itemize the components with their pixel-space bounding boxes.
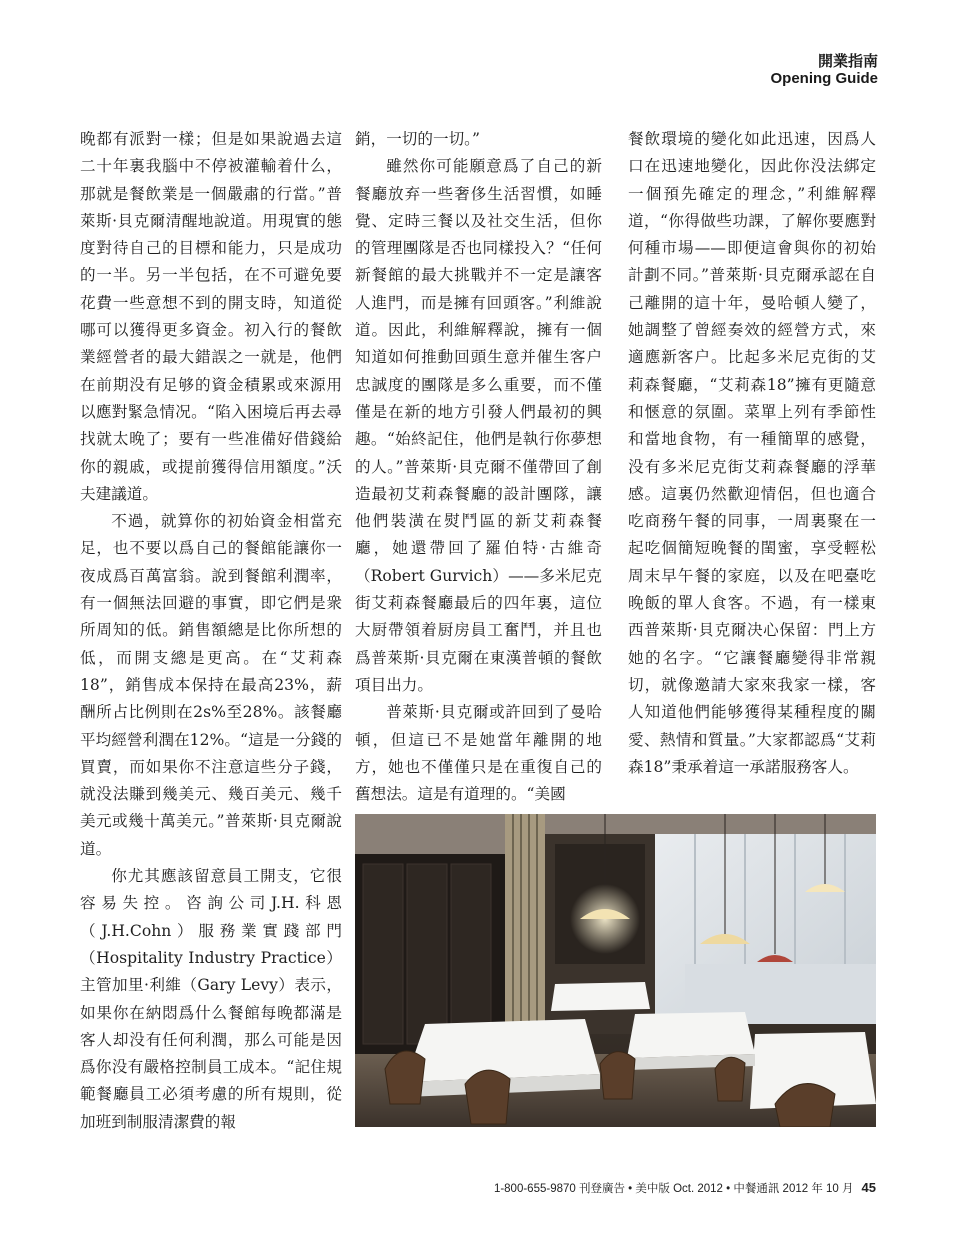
page-footer (440, 1180, 876, 1196)
page-number: 45 (861, 1180, 876, 1195)
paragraph: 雖然你可能願意爲了自己的新餐廳放弃一些奢侈生活習慣，如睡覺、定時三餐以及社交生活，但你的管理團隊是否也同樣投入？“任何新餐館的最大挑戰并不一定是讓客人進門，而是擁有回頭客。”利維說道。因此，利維解釋說，擁有一個知道如何推動回頭生意并催生客户忠誠度的團隊是多么重要，而不僅僅是在新的地方引發人們最初的興趣。“始終記住，他們是執行你夢想的人。”普萊斯·貝克爾不僅帶回了創造最初艾莉森餐廳的設計團隊，讓他們裝潢在熨鬥區的新艾莉森餐廳，她還帶回了羅伯特·古維奇（Robert Gurvich）——多米尼克街艾莉森餐廳最后的四年裏，這位大厨帶領着厨房員工奮鬥，并且也爲普萊斯·貝克爾在東漢普頓的餐飲項目出力。 (355, 157, 602, 694)
paragraph: 普萊斯·貝克爾或許回到了曼哈頓，但這已不是她當年離開的地方，她也不僅僅只是在重復自己的舊想法。這是有道理的。“美國 (355, 703, 602, 804)
article-column-1 (80, 126, 342, 1160)
paragraph: 晚都有派對一樣；但是如果說過去這二十年裏我腦中不停被灌輸着什么，那就是餐飲業是一個嚴肅的行當。”普萊斯·貝克爾清醒地說道。用現實的態度對待自己的目標和能力，只是成功的一半。另一半包括，在不可避免要花費一些意想不到的開支時，知道從哪可以獲得更多資金。初入行的餐飲業經營者的最大錯誤之一就是，他們在前期没有足够的資金積累或來源用以應對緊急情况。“陷入困境后再去尋找就太晚了；要有一些准備好借錢給你的親戚，或提前獲得信用額度。”沃夫建議道。 (80, 130, 342, 503)
paragraph: 不過，就算你的初始資金相當充足，也不要以爲自己的餐館能讓你一夜成爲百萬富翁。說到餐館利潤率，有一個無法回避的事實，即它們是衆所周知的低。銷售額總是比你所想的低，而開支總是更高。在“艾莉森18”，銷售成本保持在最高23%，薪酬所占比例則在2s%至28%。該餐廳平均經營利潤在12%。“這是一分錢的買賣，而如果你不注意這些分子錢，就没法賺到幾美元、幾百美元、幾千美元或幾十萬美元。”普萊斯·貝克爾說道。 (80, 512, 342, 858)
footer-text: 1-800-655-9870 刊登廣告 • 美中版 Oct. 2012 • 中餐通訊 2012 年 10 月 (493, 1183, 854, 1195)
paragraph: 你尤其應該留意員工開支，它很容易失控。咨詢公司J.H.科恩（J.H.Cohn）服務業實踐部門（Hospitality Industry Practice）主管加里·利維（Gary Levy）表示，如果你在納悶爲什么餐館每晚都滿是客人却没有任何利潤，那么可能是因爲你没有嚴格控制員工成本。“記住規範餐廳員工必須考慮的所有規則，從加班到制服清潔費的報 (80, 867, 342, 1131)
article-column-2 (355, 126, 602, 808)
restaurant-photo (355, 814, 876, 1127)
paragraph: 銷，一切的一切。” (355, 130, 480, 148)
section-title-en: Opening Guide (770, 70, 878, 87)
section-title-zh: 開業指南 (817, 52, 878, 70)
paragraph: 餐飲環境的變化如此迅速，因爲人口在迅速地變化，因此你没法綁定一個預先確定的理念，”利維解釋道，“你得做些功課，了解你要應對何種市場——即便這會與你的初始計劃不同。”普萊斯·貝克爾承認在自己離開的這十年，曼哈頓人變了，她調整了曾經奏效的經營方式，來適應新客户。比起多米尼克街的艾莉森餐廳，“艾莉森18”擁有更隨意和愜意的氛圍。菜單上列有季節性和當地食物，有一種簡單的感覺，没有多米尼克街艾莉森餐廳的浮華感。這裏仍然歡迎情侶，但也適合吃商務午餐的同事，一周裏聚在一起吃個簡短晚餐的閨蜜，享受輕松周末早午餐的家庭，以及在吧臺吃晚飯的單人食客。不過，有一樣東西普萊斯·貝克爾决心保留：門上方她的名字。“它讓餐廳變得非常親切，就像邀請大家來我家一樣，客人知道他們能够獲得某種程度的關愛、熱情和質量。”大家都認爲“艾莉森18”秉承着這一承諾服務客人。 (628, 130, 876, 776)
article-column-3 (628, 126, 876, 808)
